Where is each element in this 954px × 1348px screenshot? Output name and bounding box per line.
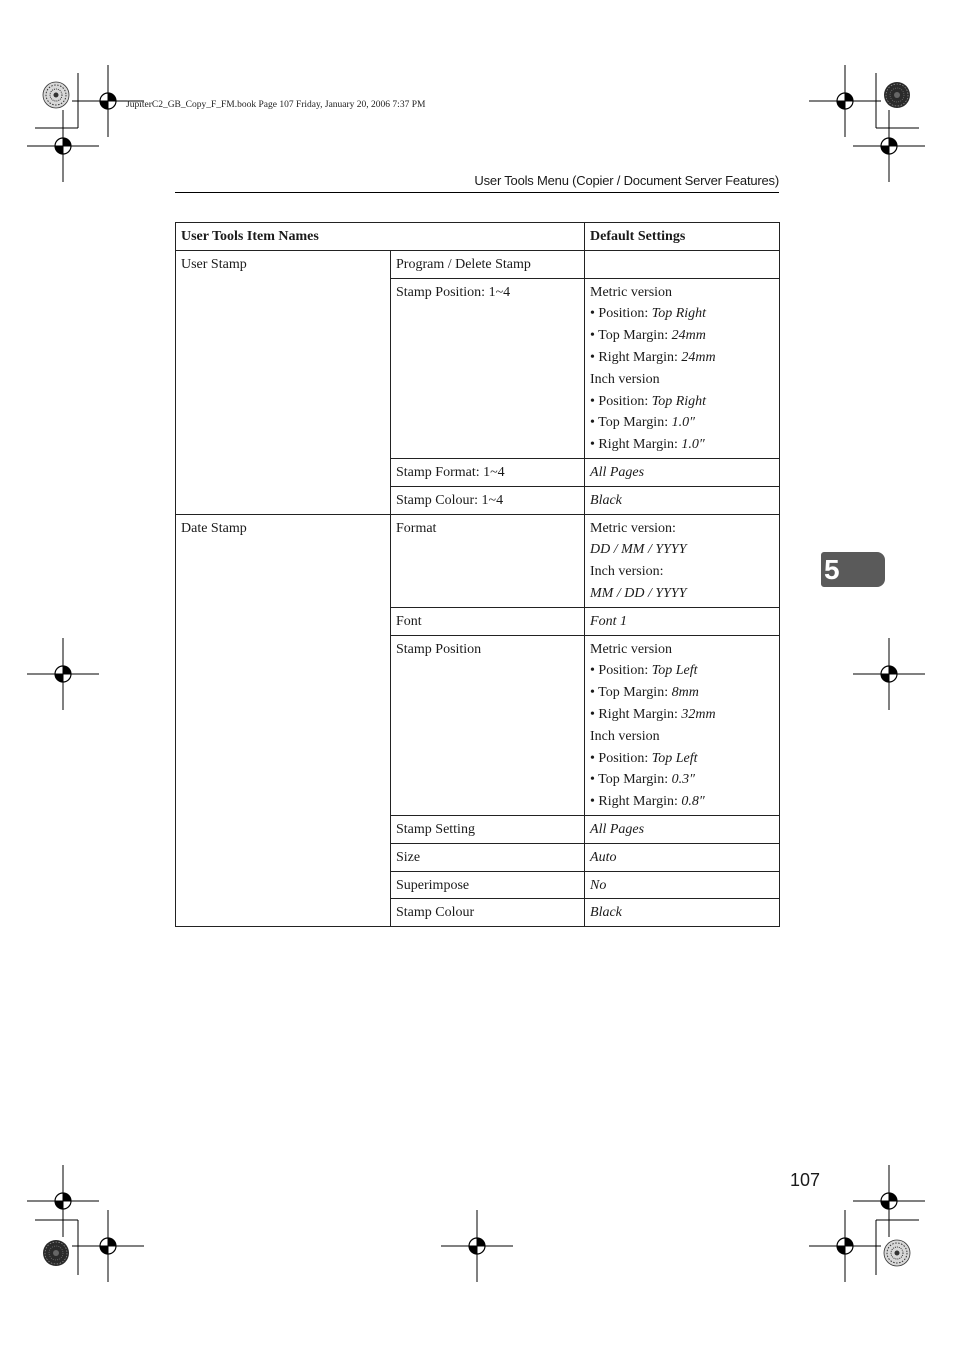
starburst-target-icon <box>43 82 69 108</box>
item-default: Metric version • Position: Top Left • Top Margin: 8mm • Right Margin: 32mm Inch version • Position: Top Left • Top Margin: 0.3″ • Right Margin: 0.8″ <box>585 635 780 815</box>
item-name: Stamp Colour <box>391 899 585 927</box>
header-default-settings: Default Settings <box>585 223 780 251</box>
item-name: Stamp Colour: 1~4 <box>391 486 585 514</box>
registration-mark-icon <box>853 1165 925 1237</box>
chapter-tab <box>821 552 885 587</box>
running-header: User Tools Menu (Copier / Document Server Features) <box>474 173 779 188</box>
item-default: Black <box>585 899 780 927</box>
item-default: All Pages <box>585 458 780 486</box>
item-default: Metric version: DD / MM / YYYY Inch version: MM / DD / YYYY <box>585 514 780 607</box>
registration-mark-icon <box>27 1165 99 1237</box>
item-default: All Pages <box>585 815 780 843</box>
user-tools-table <box>175 222 780 927</box>
item-name: Stamp Setting <box>391 815 585 843</box>
item-name: Size <box>391 843 585 871</box>
header-rule <box>175 192 779 193</box>
page-number: 107 <box>789 1170 820 1190</box>
registration-mark-icon <box>27 638 99 710</box>
header-item-names: User Tools Item Names <box>176 223 585 251</box>
item-name: Stamp Format: 1~4 <box>391 458 585 486</box>
item-name: Stamp Position <box>391 635 585 815</box>
registration-mark-icon <box>809 65 881 137</box>
print-info: JupiterC2_GB_Copy_F_FM.book Page 107 Friday, January 20, 2006 7:37 PM <box>126 100 426 110</box>
registration-mark-icon <box>441 1210 513 1282</box>
item-name: Format <box>391 514 585 607</box>
registration-mark-icon <box>809 1210 881 1282</box>
group-date-stamp: Date Stamp <box>176 514 391 927</box>
item-name: Font <box>391 607 585 635</box>
item-default: No <box>585 871 780 899</box>
starburst-target-icon <box>43 1240 69 1266</box>
item-name: Stamp Position: 1~4 <box>391 278 585 458</box>
item-default: Font 1 <box>585 607 780 635</box>
table-header-row <box>176 223 780 251</box>
chapter-number: 5 <box>824 554 840 585</box>
group-user-stamp: User Stamp <box>176 250 391 514</box>
table-row <box>176 250 780 278</box>
item-default: Black <box>585 486 780 514</box>
item-default: Metric version • Position: Top Right • Top Margin: 24mm • Right Margin: 24mm Inch version • Position: Top Right • Top Margin: 1.0″ • Right Margin: 1.0″ <box>585 278 780 458</box>
item-default <box>585 250 780 278</box>
registration-mark-icon <box>853 110 925 182</box>
item-name: Superimpose <box>391 871 585 899</box>
item-default: Auto <box>585 843 780 871</box>
registration-mark-icon <box>853 638 925 710</box>
registration-mark-icon <box>27 110 99 182</box>
registration-mark-icon <box>72 1210 144 1282</box>
table-row <box>176 514 780 607</box>
starburst-target-icon <box>884 1240 910 1266</box>
starburst-target-icon <box>884 82 910 108</box>
item-name: Program / Delete Stamp <box>391 250 585 278</box>
